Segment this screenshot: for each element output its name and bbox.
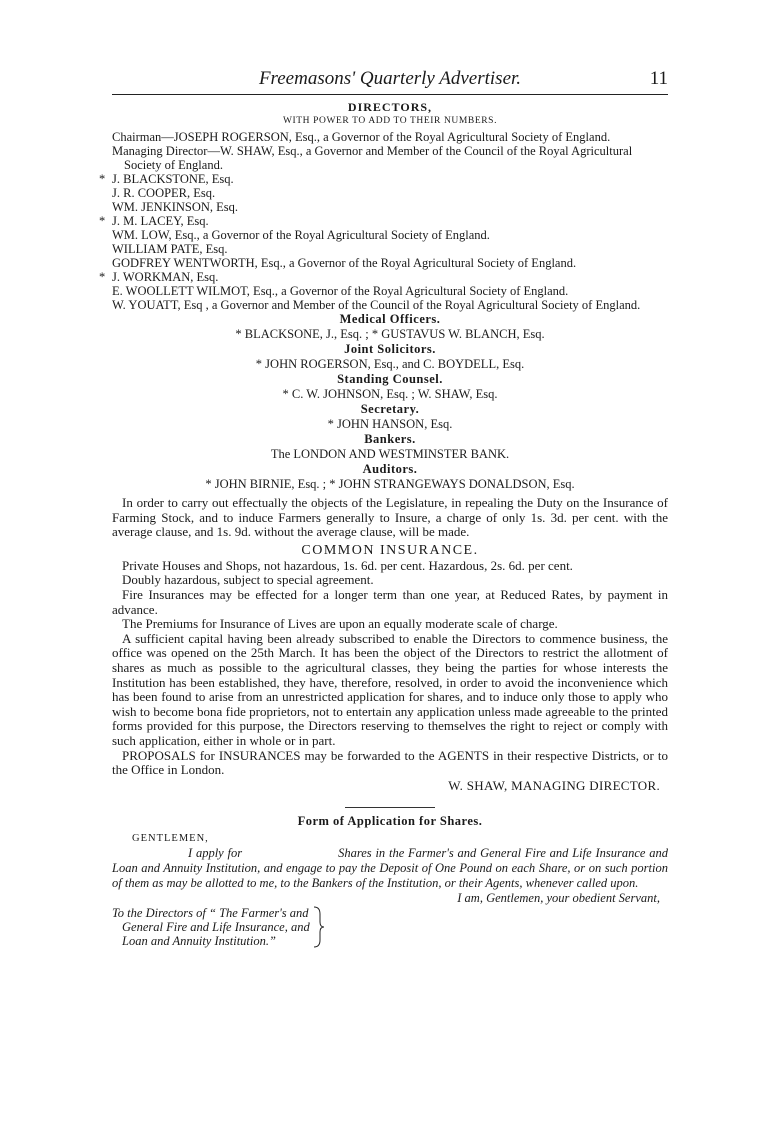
header-rule bbox=[112, 94, 668, 95]
officer-names: The LONDON AND WESTMINSTER BANK. bbox=[270, 447, 510, 461]
officer-names: * BLACKSONE, J., Esq. ; * GUSTAVUS W. BLANCH, Esq. bbox=[235, 327, 545, 341]
body-paragraph: PROPOSALS for INSURANCES may be forwarded to the AGENTS in their respective Districts, or to the Office in London. bbox=[112, 747, 668, 778]
officer-heading: Secretary. bbox=[360, 402, 420, 416]
form-closing: I am, Gentlemen, your obedient Servant, bbox=[457, 890, 660, 905]
body-paragraph: Private Houses and Shops, not hazardous, 1s. 6d. per cent. Hazardous, 2s. 6d. per cent. bbox=[122, 557, 573, 573]
form-body bbox=[112, 846, 668, 891]
directors-heading: DIRECTORS, bbox=[347, 100, 433, 114]
directors-subheading: WITH POWER TO ADD TO THEIR NUMBERS. bbox=[282, 116, 498, 126]
body-paragraph: Fire Insurances may be effected for a longer term than one year, at Reduced Rates, by payment in advance. bbox=[112, 586, 668, 617]
director-entry: J. R. COOPER, Esq. bbox=[112, 186, 216, 200]
officer-heading: Joint Solicitors. bbox=[344, 342, 436, 356]
form-greeting: GENTLEMEN, bbox=[132, 832, 209, 844]
officer-names: * JOHN ROGERSON, Esq., and C. BOYDELL, Esq. bbox=[255, 357, 525, 371]
form-addressee bbox=[112, 906, 668, 948]
officer-heading: Medical Officers. bbox=[339, 312, 441, 326]
director-entry: WILLIAM PATE, Esq. bbox=[112, 242, 228, 256]
director-entry: E. WOOLLETT WILMOT, Esq., a Governor of the Royal Agricultural Society of England. bbox=[112, 284, 569, 298]
addressee-line: General Fire and Life Insurance, and bbox=[122, 919, 310, 934]
officer-names: * JOHN HANSON, Esq. bbox=[327, 417, 453, 431]
form-apply-lead: I apply for bbox=[188, 845, 243, 860]
form-title: Form of Application for Shares. bbox=[297, 813, 483, 828]
body-paragraph: A sufficient capital having been already subscribed to enable the Directors to commence business, the office was opened on the 25th March. It has been the object of the Directors to restrict the allotment of shares as much as possible to the agricultural classes, they being the parties for whose interests the Institution has been established, they have, therefore, resolved, in order to avoid the inconvenience which has been found to arise from an unrestricted application for shares, and to induce only those to apply who wish to become bona fide proprietors, not to entertain any application unless made agreeable to the printed forms provided for this purpose, the Directors reserving to themselves the right to reject or comply with such application, either in whole or in part. bbox=[112, 630, 668, 748]
director-entry: * J. WORKMAN, Esq. bbox=[99, 270, 219, 284]
director-entry: * J. M. LACEY, Esq. bbox=[99, 214, 209, 228]
managing-director-signature: W. SHAW, MANAGING DIRECTOR. bbox=[448, 777, 660, 793]
body-paragraph: Doubly hazardous, subject to special agreement. bbox=[122, 572, 374, 588]
body-paragraph: The Premiums for Insurance of Lives are upon an equally moderate scale of charge. bbox=[122, 616, 558, 632]
directors-list bbox=[99, 130, 668, 312]
common-insurance-heading: COMMON INSURANCE. bbox=[301, 542, 479, 558]
officer-names: * JOHN BIRNIE, Esq. ; * JOHN STRANGEWAYS DONALDSON, Esq. bbox=[205, 477, 575, 491]
director-entry: GODFREY WENTWORTH, Esq., a Governor of the Royal Agricultural Society of England. bbox=[112, 256, 577, 270]
officer-heading: Standing Counsel. bbox=[337, 372, 443, 386]
officer-heading: Auditors. bbox=[362, 462, 418, 476]
addressee-line: To the Directors of “ The Farmer's and bbox=[112, 905, 309, 920]
director-entry: Managing Director—W. SHAW, Esq., a Governor and Member of the Council of the Royal Agricultural Society of England. bbox=[112, 144, 633, 172]
form-divider bbox=[345, 807, 435, 808]
brace-icon bbox=[312, 906, 326, 948]
director-entry: WM. JENKINSON, Esq. bbox=[112, 200, 239, 214]
running-header bbox=[112, 68, 668, 92]
intro-paragraph: In order to carry out effectually the objects of the Legislature, in repealing the Duty on the Insurance of Farming Stock, and to induce Farmers generally to Insure, a charge of only 1s. 3d. per cent. with the average clause, and 1s. 9d. without the average clause, will be made. bbox=[112, 495, 668, 540]
director-entry: W. YOUATT, Esq , a Governor and Member of the Council of the Royal Agricultural Society of England. bbox=[112, 298, 641, 312]
addressee-line: Loan and Annuity Institution.” bbox=[122, 933, 276, 948]
director-entry: Chairman—JOSEPH ROGERSON, Esq., a Governor of the Royal Agricultural Society of England. bbox=[112, 130, 611, 144]
officer-heading: Bankers. bbox=[364, 432, 416, 446]
director-entry: * J. BLACKSTONE, Esq. bbox=[99, 172, 234, 186]
running-title: Freemasons' Quarterly Advertiser. bbox=[258, 68, 522, 89]
page-number: 11 bbox=[649, 68, 668, 89]
director-entry: WM. LOW, Esq., a Governor of the Royal Agricultural Society of England. bbox=[112, 228, 490, 242]
officers-section bbox=[112, 312, 668, 492]
officer-names: * C. W. JOHNSON, Esq. ; W. SHAW, Esq. bbox=[282, 387, 498, 401]
form-apply-rest: Shares in the Farmer's and General Fire and Life Insurance and Loan and Annuity Institution, and engage to pay the Deposit of One Pound on each Share, or on such portion of them as may be allotted to me, to the Bankers of the Institution, or their Agents, whenever called upon. bbox=[112, 845, 668, 890]
